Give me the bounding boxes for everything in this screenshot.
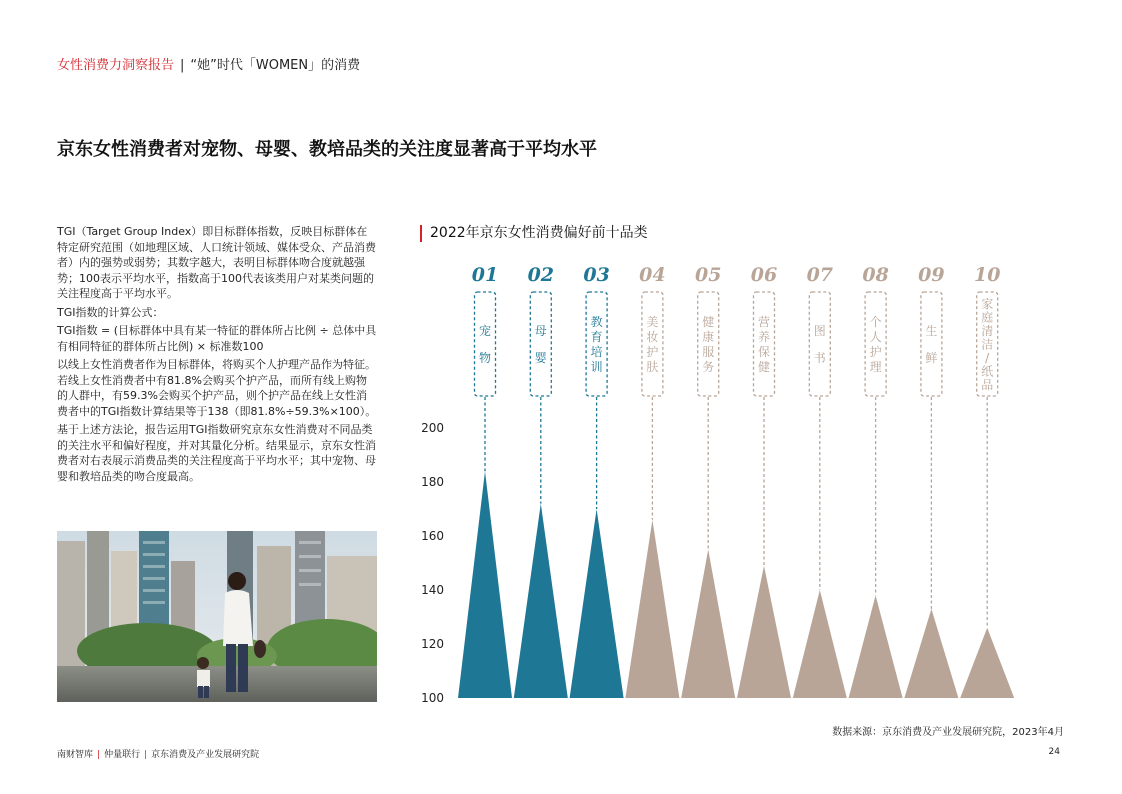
category-box-3 <box>586 292 607 396</box>
category-char-3-1: 教 <box>590 315 603 329</box>
category-char-5-2: 康 <box>702 330 715 344</box>
category-char-3-2: 育 <box>590 330 603 344</box>
category-char-1-2: 物 <box>478 351 492 365</box>
rank-label-9: 09 <box>918 264 945 286</box>
category-char-8-2: 人 <box>869 330 882 344</box>
tgi-bar-8 <box>849 595 903 698</box>
tgi-bar-9 <box>904 609 958 698</box>
report-subtitle: “她”时代「WOMEN」的消费 <box>190 58 361 73</box>
tgi-bar-3 <box>570 509 624 698</box>
category-box-7 <box>809 292 830 396</box>
category-char-2-2: 婴 <box>534 351 547 365</box>
rank-label-2: 02 <box>527 264 555 286</box>
category-char-4-3: 护 <box>646 345 659 359</box>
tgi-formula-label: TGI指数的计算公式： <box>57 305 164 319</box>
category-char-8-4: 理 <box>869 360 882 374</box>
tgi-bar-10 <box>960 628 1014 698</box>
footer-sep-1: | <box>97 750 101 760</box>
category-char-8-3: 护 <box>869 345 882 359</box>
tgi-bar-2 <box>514 504 568 698</box>
category-box-1 <box>475 292 496 396</box>
rank-label-1: 01 <box>471 264 499 286</box>
category-char-10-4: 洁 <box>981 337 994 352</box>
photo-illustration <box>57 531 377 702</box>
tgi-definition: TGI（Target Group Index）即目标群体指数，反映目标群体在特定研究范围（如地理区域、人口统计领域、媒体受众、产品消费者）内的强势或弱势；其数字越大，表明目标群体吻合度就越强势；100表示平均水平，指数高于100代表该类用户对某类问题的关注程度高于平均水平。 <box>57 225 376 300</box>
page-title: 京东女性消费者对宠物、母婴、教培品类的关注度显著高于平均水平 <box>57 139 597 160</box>
category-char-10-6: 纸 <box>981 364 994 379</box>
y-tick-label-0: 100 <box>421 691 444 705</box>
category-box-9 <box>921 292 942 396</box>
category-char-6-3: 保 <box>757 345 771 359</box>
category-char-7-1: 图 <box>813 324 826 338</box>
methodology-text <box>57 224 377 487</box>
rank-label-3: 03 <box>583 264 610 286</box>
y-tick-label-2: 140 <box>421 583 444 597</box>
tgi-bar-7 <box>793 590 847 698</box>
chart-title: 2022年京东女性消费偏好前十品类 <box>420 225 648 242</box>
category-box-2 <box>530 292 551 396</box>
page-number: 24 <box>1048 747 1060 757</box>
category-char-9-2: 鲜 <box>925 351 938 365</box>
rank-label-8: 08 <box>862 264 889 286</box>
category-char-6-2: 养 <box>757 330 771 344</box>
category-char-6-1: 营 <box>757 315 771 329</box>
y-tick-label-5: 200 <box>421 421 444 435</box>
footer-org-2: 仲量联行 <box>104 750 141 760</box>
footer-org-3: 京东消费及产业发展研究院 <box>151 750 260 760</box>
tgi-example: 以线上女性消费者作为目标群体，将购买个人护理产品作为特征。若线上女性消费者中有81.8%会购买个护产品，而所有线上购物的人群中，有59.3%会购买个护产品，则个护产品在线上女性消费者中的TGI指数计算结果等于138（即81.8%÷59.3%×100）。 <box>57 358 377 418</box>
footer-org-1: 南财智库 <box>57 750 94 760</box>
tgi-bar-5 <box>681 550 735 699</box>
tgi-bar-4 <box>625 520 679 698</box>
category-char-2-1: 母 <box>534 324 547 338</box>
tgi-formula: TGI指数 = (目标群体中具有某一特征的群体所占比例 ÷ 总体中具有相同特征的群体所占比例) × 标准数100 <box>57 324 377 353</box>
category-char-10-1: 家 <box>981 297 994 311</box>
rank-label-4: 04 <box>639 264 666 286</box>
category-char-6-4: 健 <box>757 360 771 374</box>
y-tick-label-4: 180 <box>421 475 444 489</box>
category-char-7-2: 书 <box>813 351 826 365</box>
report-header <box>57 58 360 74</box>
tgi-bar-1 <box>458 471 512 698</box>
category-char-1-1: 宠 <box>478 324 492 338</box>
category-box-6 <box>754 292 775 396</box>
data-source: 数据来源：京东消费及产业发展研究院，2023年4月 <box>832 727 1064 738</box>
city-street-photo <box>57 531 377 702</box>
category-char-9-1: 生 <box>925 324 938 338</box>
category-char-10-7: 品 <box>981 378 994 392</box>
y-tick-label-3: 160 <box>421 529 444 543</box>
rank-label-5: 05 <box>694 264 722 286</box>
category-char-5-4: 务 <box>702 360 715 374</box>
rank-label-7: 07 <box>806 264 834 286</box>
category-box-4 <box>642 292 663 396</box>
footer-orgs <box>57 747 259 760</box>
category-char-4-4: 肤 <box>646 360 659 374</box>
category-char-3-4: 训 <box>590 360 603 374</box>
category-char-4-2: 妆 <box>646 330 659 344</box>
category-char-10-3: 清 <box>981 324 994 338</box>
footer-sep-2: | <box>144 750 148 760</box>
y-tick-label-1: 120 <box>421 637 444 651</box>
header-separator: | <box>180 58 185 73</box>
rank-label-6: 06 <box>750 264 778 286</box>
category-box-5 <box>698 292 719 396</box>
category-box-8 <box>865 292 886 396</box>
category-char-10-2: 庭 <box>981 310 994 325</box>
rank-label-10: 10 <box>973 264 1001 286</box>
category-char-5-3: 服 <box>702 345 715 359</box>
category-char-5-1: 健 <box>702 315 715 329</box>
category-char-3-3: 培 <box>590 345 603 359</box>
category-char-8-1: 个 <box>869 315 882 329</box>
tgi-conclusion: 基于上述方法论，报告运用TGI指数研究京东女性消费对不同品类的关注水平和偏好程度，并对其量化分析。结果显示，京东女性消费者对右表展示消费品类的关注程度高于平均水平；其中宠物、母婴和教培品类的吻合度最高。 <box>57 423 376 483</box>
tgi-chart <box>400 250 1040 710</box>
report-name: 女性消费力洞察报告 <box>57 58 175 73</box>
category-char-10-5: / <box>985 351 990 365</box>
category-char-4-1: 美 <box>646 315 659 329</box>
tgi-bar-6 <box>737 566 791 698</box>
